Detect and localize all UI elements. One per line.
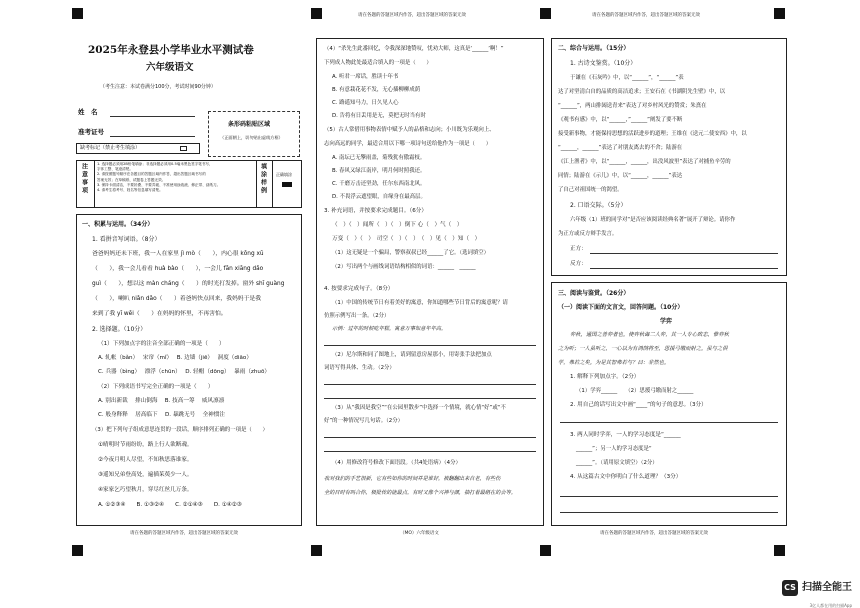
- option-line: B. 有意栽花花不发，无心插柳柳成荫: [332, 87, 420, 93]
- answer-line[interactable]: [324, 451, 536, 452]
- notice-line: 2. 请按照题号顺序在各题目的答题区域内作答，超出答题区域书写的: [97, 172, 206, 177]
- pro-label: 正方：: [570, 246, 587, 252]
- registration-mark: [311, 8, 322, 19]
- section-heading: 二、综合与运用。（15分）: [558, 45, 630, 52]
- passage-line: 弈秋，通国之善弈者也。使弈秋诲二人弈，其一人专心致志，惟弈秋: [570, 332, 729, 338]
- question: 4. 从这篇古文中你明白了什么道理？（3分）: [570, 474, 682, 480]
- option-line: C. 兵器（bìng） 漂浮（chūn） D. 轻帽（dōng） 暴雨（zhuō）: [98, 369, 270, 375]
- question: 2. 口语交际。（5分）: [570, 202, 627, 209]
- question: 下列成人物此处最适合填入的一项是（ ）: [324, 60, 432, 66]
- header-notice: 请在各题的答题区域内作答，超出答题区域的答案无效: [592, 13, 700, 18]
- notice-line: 1. 选择题必须用2B铅笔填涂；非选择题必须用0.5毫米黑色签字笔书写，: [97, 162, 213, 166]
- question: （2）下列成语书写完全正确的一项是（ ）: [98, 384, 214, 390]
- question: （1）中国的传统节日有着美好的寓意，你知道哪些节日背后的寓意呢？请: [332, 300, 508, 306]
- question-line: 了自己对祖国统一的渴望。: [558, 187, 623, 193]
- notice-line: 字体工整、笔迹清楚。: [97, 167, 133, 172]
- option-line: A. 轧帐（bǎn） 宋帘（mǐ） B. 边墙（jiē） 洞度（diāo）: [98, 355, 252, 361]
- notice-lines: [97, 162, 255, 193]
- question-line: 接受新事物，才能保持思想的活跃进步的道理；王维在《送元二使安西》中，以: [558, 131, 747, 137]
- option-line: B. 春风又绿江南岸，明月何时照我还。: [332, 168, 426, 174]
- passage-line: 学，弗若之矣。为是其智弗若与？曰：非然也。: [558, 360, 670, 366]
- sentence: ③遥知兄弟登高处，遍插茱萸少一人。: [98, 472, 193, 478]
- answer-line[interactable]: [324, 345, 536, 346]
- question-line: 爸爸妈妈还未下班，我一人在家里 jì mò（ ），内心很 kōng xū: [92, 251, 264, 257]
- option-line: D. 告将有日丢用是无，莫把无时当有时: [332, 113, 426, 119]
- notice-divider: [272, 160, 273, 208]
- fill-sample-mark: [282, 182, 292, 187]
- exam-title: 2025年永登县小学毕业水平测试卷: [88, 44, 254, 56]
- question-line: ______”；另一人的学习态度是“: [576, 446, 652, 452]
- question: 4. 按要求完成句子。（8分）: [324, 286, 394, 292]
- name-field[interactable]: [110, 116, 195, 117]
- registration-mark: [540, 8, 551, 19]
- answer-line[interactable]: [324, 398, 536, 399]
- name-label: 姓 名: [78, 108, 98, 116]
- answer-line[interactable]: [560, 496, 778, 497]
- question: 3. 补充词语，并按要求完成题目。（6分）: [324, 208, 427, 214]
- answer-line[interactable]: [560, 512, 778, 513]
- question: 好”的一种情况写几句话。（2分）: [324, 418, 403, 424]
- cs-logo-icon: CS: [782, 580, 798, 596]
- question: 1. 看拼音写词语。（8分）: [92, 236, 161, 243]
- blank-row: （ ）（ ）闻所（ ）（ ）倒下 心（ ）气（ ）: [332, 222, 463, 228]
- option-line: C. 千磨万击还坚劲，任尔东西南北风。: [332, 181, 426, 187]
- right-question-panel-1: [551, 38, 787, 276]
- header-notice: 请在各题的答题区域内作答，超出答题区域的答案无效: [358, 13, 466, 18]
- notice-divider: [256, 160, 257, 208]
- passage-title: 学弈: [660, 318, 673, 325]
- question: （2）写出两个与画线词语结构相似的词语：______ ______: [332, 264, 476, 270]
- registration-mark: [774, 8, 785, 19]
- question: 3. 两人同时学弈，一人的学习态度是“______: [570, 432, 681, 438]
- option-line: A. 听君一席话，胜读十年书: [332, 74, 399, 80]
- exam-note: （考生注意：本试卷满分100分，考试时间90分钟）: [100, 84, 216, 90]
- barcode-note: （正面朝上，切勿贴出虚线方框）: [220, 135, 283, 140]
- question-line: 达了对坚清白自的品质的高洁追求；王安石在《书湖阴先生壁》中，以: [558, 89, 726, 95]
- exam-subtitle: 六年级语文: [146, 62, 194, 73]
- question-line: 为正方或反方辩手发言。: [558, 231, 618, 237]
- registration-mark: [72, 8, 83, 19]
- notice-divider: [94, 160, 95, 208]
- question: （5）古人常借用事物表情中赋予人的品格和志向；小川既为乐观向上、: [324, 127, 495, 133]
- absent-label: 缺考标记（禁止考生填涂）: [80, 145, 141, 151]
- answer-line[interactable]: [560, 422, 778, 423]
- question-line: “______，______”表达了对朋友离去的不舍；陆游在: [558, 145, 683, 151]
- question-line: guì（ ），想以这 màn cháng（ ）的时光打发掉。窗外 shī guàng: [92, 281, 285, 287]
- question: 仿照示例写出一条。（2分）: [324, 313, 390, 319]
- scanner-logo: [782, 580, 852, 596]
- registration-mark: [774, 545, 785, 556]
- question: （4）“杀先生此番回忆，令我深深地赞叹，忧劝大师，这真是‘______’啊！”: [324, 46, 504, 52]
- question-line: （1）学弈______ （2）思援弓缴而射之______: [576, 388, 694, 394]
- blank-row: 万变（ ）（ ） 司空（ ）（ ） （ ）见（ ）知（ ）: [332, 236, 481, 242]
- sentence: ④家家乞巧望秋月，穿尽红丝几万条。: [98, 487, 193, 493]
- registration-mark: [72, 545, 83, 556]
- question: 2. 用自己的话写出文中画“____”的句子的意思。（3分）: [570, 402, 707, 408]
- option-line: C. 路遥知马力，日久见人心: [332, 100, 399, 106]
- passage-line: 全的日时有吗合你，极批传的能最点。有时又像个兴神与颜，抽打着最组在的会等。: [324, 490, 516, 496]
- question-line: 来到了我 yī wēi（ ）在妈妈的怀里，不再害怕。: [92, 311, 227, 317]
- question: 2. 选择题。（10分）: [92, 326, 147, 333]
- option-line: A. 南坛已无擎雨盖，菊残犹有傲霜枝。: [332, 155, 426, 161]
- question: 1. 古诗文鉴赏。（10分）: [570, 60, 637, 67]
- section-heading: 三、阅读与鉴赏。（26分）: [558, 290, 630, 297]
- logo-text: 扫描全能王: [802, 581, 852, 593]
- notice-line: 4. 请考生将考号、姓名等信息填写清楚。: [97, 188, 163, 193]
- question: （1）这无疑是一个骗局，警察叔叔已经______了它。（选词填空）: [332, 250, 490, 256]
- option-line: A. 别出新裁 排山倒海 B. 技高一筹 威风凛凛: [98, 398, 225, 404]
- fill-correct-label: 正确填涂: [276, 172, 292, 177]
- example-line: 示例：过年的时候吃年糕，寓意万事如意年年高。: [332, 326, 447, 332]
- middle-question-panel: [316, 38, 544, 526]
- notice-line: 3. 保持卡面清洁，不要折叠、不要弄破、不准使用涂改液、修正带、刮纸刀。: [97, 182, 221, 187]
- question: 志向高远的同学，最适合用以下哪一项诗句送给他作为一项是（ ）: [324, 141, 492, 147]
- id-field[interactable]: [110, 136, 195, 137]
- question: 1. 解释下列加点字。（2分）: [570, 374, 640, 380]
- fill-label: 填涂样例: [259, 163, 267, 195]
- question-line: 《观书有感》中，以“______，”______”阐发了要不断: [558, 117, 683, 123]
- logo-subtext: 3亿人都在用的扫描App: [809, 603, 852, 608]
- notice-label: 注意事项: [80, 163, 88, 195]
- question-line: ______”。（请用原文填空）（2分）: [576, 460, 658, 466]
- footer-notice: 请在各题的答题区域内作答，超出答题区域的答案无效: [600, 531, 708, 536]
- question-line: 《江上渔者》中，以“______，______，出没风波里”表达了对捕鱼辛劳的: [558, 159, 731, 165]
- question: （3）从“我因是我空”“在公园里散步”中选择一个情境，就心情“好”或“不: [332, 405, 506, 411]
- answer-line[interactable]: [590, 253, 778, 254]
- option-line: C. 般身释释 居高临下 D. 暴跳无号 全神惯注: [98, 412, 225, 418]
- option-line: A. ①②③④ B. ①③②④ C. ②①④③ D. ①④②③: [98, 502, 242, 508]
- passage-line: 我对我们的手艺很新，它有些如你的时间并是谁好，被翻翻出来自老，有些伤: [324, 476, 501, 482]
- absent-checkbox[interactable]: [180, 146, 187, 151]
- sentence: ②今夜月明人尽望，不知秋思落谁家。: [98, 457, 193, 463]
- answer-line[interactable]: [324, 437, 536, 438]
- section-heading: 一、积累与运用。（34分）: [82, 221, 154, 228]
- question: （1）下列加点字的注音全部正确的一项是（ ）: [98, 341, 225, 347]
- subsection-heading: （一）阅读下面的文言文，回答问题。（10分）: [558, 304, 684, 311]
- con-label: 反方：: [570, 261, 587, 267]
- barcode-area: [208, 111, 300, 157]
- footer-notice: 请在各题的答题区域内作答，超出答题区域的答案无效: [130, 531, 238, 536]
- option-line: D. 不畏浮云遮望眼，自缘身在最高层。: [332, 194, 426, 200]
- notice-line: 答案无效；在草稿纸、试题卷上答题无效。: [97, 177, 166, 182]
- question: （2）尼尔斯和同了图地上，请到留意房屋那小，用寄张手法把加点: [332, 352, 492, 358]
- question-line: 同情；陆游在《示儿》中，以“______，______”表达: [558, 173, 683, 179]
- registration-mark: [311, 545, 322, 556]
- barcode-title: 条形码粘贴区域: [228, 121, 271, 128]
- sentence: ①晴明时节雨纷纷，路上行人欲断魂。: [98, 442, 193, 448]
- question-line: 六年级（1）班的同学对“是否应该阅读经典名著”展开了辩论。请你作: [570, 217, 736, 223]
- question: （4）用修改符号修改下面语段。（共4处语病）（4分）: [332, 460, 461, 466]
- passage-line: 之为听；一人虽听之，一心以为有鸿鹄将至，思援弓缴而射之。虽与之俱: [558, 346, 728, 352]
- id-label: 准考证号: [78, 128, 104, 136]
- question: 词语写得具体、生动。（2分）: [324, 365, 395, 371]
- footer-center: （MO）六年级语文: [400, 531, 439, 536]
- question-line: “______”，两山排闼送青来”表达了对乡村风光的赞赏；朱熹在: [558, 103, 707, 109]
- answer-line[interactable]: [324, 384, 536, 385]
- question: （3）把下列句子组成意思连贯的一段话，顺序排列正确的一项是（ ）: [92, 427, 268, 433]
- question-line: （ ），喇叭 niǎn dǎo（ ）着爸妈快点回来，我妈妈于是我: [92, 296, 261, 302]
- question-line: （ ），我一会儿看看 huà bào（ ），一会儿 fān xiāng dǎo: [92, 266, 264, 272]
- answer-line[interactable]: [590, 268, 778, 269]
- registration-mark: [540, 545, 551, 556]
- question-line: 于谦在《石灰吟》中，以“______”，“______”表: [570, 75, 684, 81]
